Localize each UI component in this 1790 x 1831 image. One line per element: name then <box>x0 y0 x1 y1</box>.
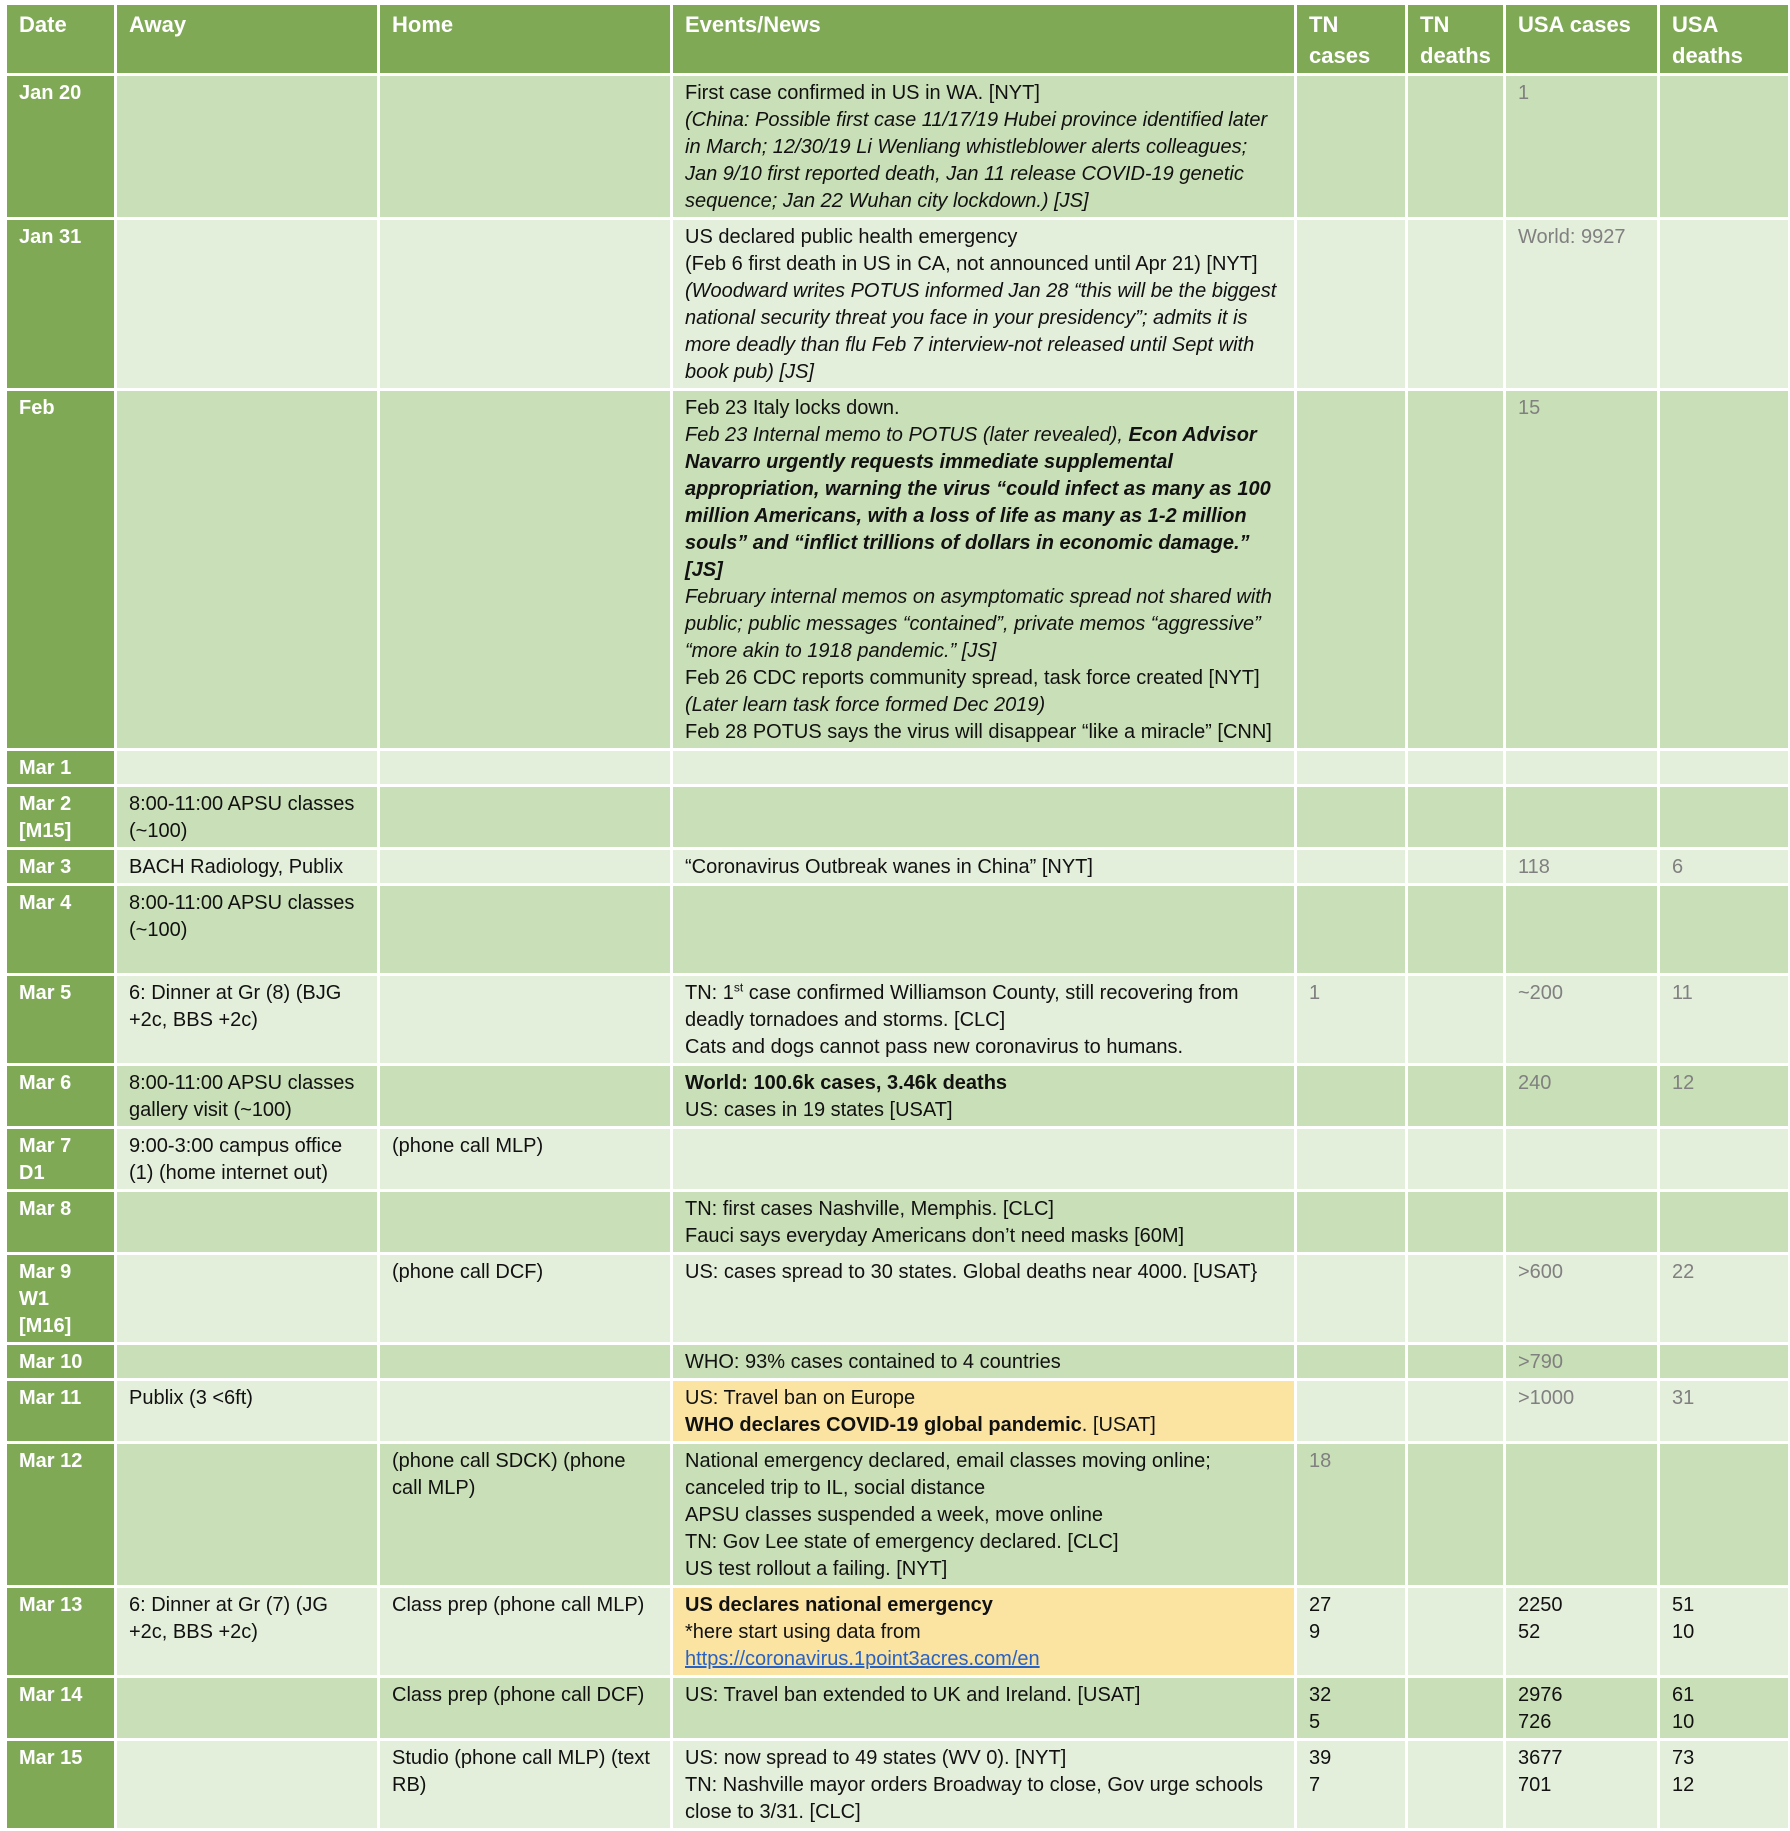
tn-cases-cell <box>1296 885 1407 975</box>
away-cell: 8:00-11:00 APSU classes (~100) <box>116 885 379 975</box>
number-value: 9 <box>1309 1621 1321 1643</box>
number-value: 1 <box>1309 982 1321 1004</box>
table-body <box>6 75 1790 1830</box>
number-value: 15 <box>1518 397 1541 419</box>
event-line <box>685 251 1282 278</box>
event-line <box>685 719 1282 746</box>
away-cell <box>116 219 379 390</box>
table-row <box>6 219 1790 390</box>
header-home: Home <box>379 4 672 75</box>
event-text: US: now spread to 49 states (WV 0). [NYT] <box>685 1747 1067 1769</box>
usa-deaths-cell <box>1659 849 1790 885</box>
header-events-news: Events/News <box>672 4 1296 75</box>
date-cell: Mar 14 <box>6 1677 116 1740</box>
number-value: 726 <box>1518 1711 1552 1733</box>
tn-cases-cell <box>1296 1344 1407 1380</box>
tn-cases-cell <box>1296 750 1407 786</box>
away-cell <box>116 1191 379 1254</box>
table-row <box>6 849 1790 885</box>
tn-deaths-cell <box>1407 75 1505 219</box>
usa-cases-cell <box>1505 1740 1659 1830</box>
event-text: US: cases in 19 states [USAT] <box>685 1099 953 1121</box>
events-cell <box>672 1740 1296 1830</box>
event-text: TN: Gov Lee state of emergency declared. [CLC] <box>685 1531 1119 1553</box>
table-row <box>6 1677 1790 1740</box>
event-line <box>685 1448 1282 1502</box>
event-line <box>685 1502 1282 1529</box>
away-cell <box>116 390 379 750</box>
tn-cases-cell <box>1296 849 1407 885</box>
tn-deaths-cell <box>1407 750 1505 786</box>
home-cell: Class prep (phone call DCF) <box>379 1677 672 1740</box>
data-source-link[interactable]: https://coronavirus.1point3acres.com/en <box>685 1648 1040 1670</box>
table-row <box>6 750 1790 786</box>
usa-deaths-cell <box>1659 1740 1790 1830</box>
event-text: (China: Possible first case 11/17/19 Hubei province identified later in March; 12/30/19 Li Wenliang whistleblower alerts colleagues; Jan 9/10 first reported death, Jan 11 release COVID-19 genetic sequence; Jan 22 Wuhan city lockdown.) [JS] <box>685 109 1268 212</box>
event-line <box>685 80 1282 107</box>
event-text: TN: first cases Nashville, Memphis. [CLC] <box>685 1198 1054 1220</box>
home-cell: Class prep (phone call MLP) <box>379 1587 672 1677</box>
usa-cases-cell <box>1505 975 1659 1065</box>
usa-cases-cell <box>1505 1677 1659 1740</box>
tn-deaths-cell <box>1407 786 1505 849</box>
event-text: APSU classes suspended a week, move online <box>685 1504 1104 1526</box>
usa-cases-cell <box>1505 885 1659 975</box>
number-value: 27 <box>1309 1594 1332 1616</box>
event-text: WHO: 93% cases contained to 4 countries <box>685 1351 1061 1373</box>
number-value: 240 <box>1518 1072 1552 1094</box>
usa-cases-cell <box>1505 390 1659 750</box>
event-text: *here start using data from <box>685 1621 921 1643</box>
tn-deaths-cell <box>1407 975 1505 1065</box>
ordinal-suffix: st <box>733 980 744 995</box>
events-cell <box>672 1443 1296 1587</box>
table-row <box>6 1254 1790 1344</box>
usa-cases-cell <box>1505 1344 1659 1380</box>
header-usa-cases: USA cases <box>1505 4 1659 75</box>
away-cell <box>116 75 379 219</box>
header-usa-deaths: USA deaths <box>1659 4 1790 75</box>
tn-deaths-cell <box>1407 1191 1505 1254</box>
usa-deaths-cell <box>1659 1443 1790 1587</box>
tn-cases-cell <box>1296 219 1407 390</box>
usa-deaths-cell <box>1659 1380 1790 1443</box>
number-value: 5 <box>1309 1711 1321 1733</box>
event-line <box>685 1556 1282 1583</box>
number-value: ~200 <box>1518 982 1564 1004</box>
tn-deaths-cell <box>1407 1065 1505 1128</box>
event-text: US declared public health emergency <box>685 226 1018 248</box>
home-cell <box>379 786 672 849</box>
away-cell <box>116 1443 379 1587</box>
events-cell <box>672 390 1296 750</box>
usa-cases-cell <box>1505 1443 1659 1587</box>
home-cell <box>379 1191 672 1254</box>
home-cell <box>379 1344 672 1380</box>
home-cell: (phone call SDCK) (phone call MLP) <box>379 1443 672 1587</box>
number-value: World: 9927 <box>1518 226 1626 248</box>
event-text: case confirmed Williamson County, still recovering from deadly tornadoes and storms. [CLC] <box>685 982 1239 1031</box>
usa-deaths-cell <box>1659 1344 1790 1380</box>
number-value: 118 <box>1518 856 1550 878</box>
away-cell: 6: Dinner at Gr (8) (BJG +2c, BBS +2c) <box>116 975 379 1065</box>
usa-deaths-cell <box>1659 1587 1790 1677</box>
event-text: TN: 1 <box>685 982 734 1004</box>
events-cell <box>672 786 1296 849</box>
tn-deaths-cell <box>1407 219 1505 390</box>
event-text: WHO declares COVID-19 global pandemic <box>685 1414 1082 1436</box>
event-line <box>685 1619 1282 1646</box>
date-cell: Mar 7 D1 <box>6 1128 116 1191</box>
number-value: >1000 <box>1518 1387 1575 1409</box>
event-line <box>685 107 1282 215</box>
usa-deaths-cell <box>1659 1677 1790 1740</box>
event-line <box>685 1745 1282 1772</box>
event-line <box>685 1070 1282 1097</box>
usa-cases-cell <box>1505 1191 1659 1254</box>
tn-deaths-cell <box>1407 1128 1505 1191</box>
number-value: 10 <box>1672 1621 1695 1643</box>
tn-cases-cell <box>1296 1677 1407 1740</box>
date-cell: Mar 9 W1 [M16] <box>6 1254 116 1344</box>
number-value: 2250 <box>1518 1594 1563 1616</box>
home-cell <box>379 1065 672 1128</box>
away-cell <box>116 1677 379 1740</box>
number-value: 31 <box>1672 1387 1695 1409</box>
date-cell: Mar 4 <box>6 885 116 975</box>
usa-cases-cell <box>1505 849 1659 885</box>
away-cell <box>116 1254 379 1344</box>
number-value: 12 <box>1672 1774 1695 1796</box>
events-cell <box>672 1254 1296 1344</box>
event-text-emphasis: Econ Advisor Navarro urgently requests immediate supplemental appropriation, warning the virus “could infect as many as 100 million Americans, with a loss of life as many as 1-2 million souls” and “inflict trillions of dollars in economic damage.” [JS] <box>685 424 1271 581</box>
usa-deaths-cell <box>1659 786 1790 849</box>
header-away: Away <box>116 4 379 75</box>
event-line <box>685 1034 1282 1061</box>
usa-deaths-cell <box>1659 1065 1790 1128</box>
number-value: 18 <box>1309 1450 1332 1472</box>
tn-cases-cell <box>1296 75 1407 219</box>
table-row <box>6 75 1790 219</box>
usa-deaths-cell <box>1659 1191 1790 1254</box>
date-cell: Mar 1 <box>6 750 116 786</box>
number-value: 52 <box>1518 1621 1541 1643</box>
header-tn-deaths: TN deaths <box>1407 4 1505 75</box>
date-cell: Jan 31 <box>6 219 116 390</box>
event-text: Cats and dogs cannot pass new coronavirus to humans. <box>685 1036 1184 1058</box>
home-cell <box>379 390 672 750</box>
event-text: TN: Nashville mayor orders Broadway to close, Gov urge schools close to 3/31. [CLC] <box>685 1774 1264 1823</box>
event-text: (Later learn task force formed Dec 2019) <box>685 694 1046 716</box>
tn-deaths-cell <box>1407 1587 1505 1677</box>
tn-deaths-cell <box>1407 1443 1505 1587</box>
home-cell: (phone call MLP) <box>379 1128 672 1191</box>
table-row <box>6 786 1790 849</box>
event-line <box>685 224 1282 251</box>
event-line <box>685 278 1282 386</box>
event-text: “Coronavirus Outbreak wanes in China” [NYT] <box>685 856 1093 878</box>
event-line <box>685 1412 1282 1439</box>
number-value: 7 <box>1309 1774 1321 1796</box>
usa-cases-cell <box>1505 1254 1659 1344</box>
table-row <box>6 1128 1790 1191</box>
number-value: 51 <box>1672 1594 1695 1616</box>
home-cell <box>379 849 672 885</box>
event-text: US: Travel ban extended to UK and Ireland. [USAT] <box>685 1684 1141 1706</box>
date-cell: Mar 15 <box>6 1740 116 1830</box>
number-value: 61 <box>1672 1684 1695 1706</box>
usa-cases-cell <box>1505 1065 1659 1128</box>
away-cell: 8:00-11:00 APSU classes gallery visit (~100) <box>116 1065 379 1128</box>
event-text: Feb 23 Internal memo to POTUS (later revealed), <box>685 424 1129 446</box>
tn-deaths-cell <box>1407 1254 1505 1344</box>
event-text: US: cases spread to 30 states. Global deaths near 4000. [USAT} <box>685 1261 1258 1283</box>
home-cell <box>379 750 672 786</box>
away-cell: BACH Radiology, Publix <box>116 849 379 885</box>
date-cell: Mar 6 <box>6 1065 116 1128</box>
tn-deaths-cell <box>1407 390 1505 750</box>
event-line <box>685 1349 1282 1376</box>
date-cell: Mar 13 <box>6 1587 116 1677</box>
event-text: (Feb 6 first death in US in CA, not announced until Apr 21) [NYT] <box>685 253 1258 275</box>
events-cell <box>672 219 1296 390</box>
date-cell: Feb <box>6 390 116 750</box>
away-cell <box>116 1740 379 1830</box>
usa-deaths-cell <box>1659 390 1790 750</box>
event-line <box>685 422 1282 584</box>
event-text: Feb 26 CDC reports community spread, task force created [NYT] <box>685 667 1260 689</box>
header-tn-cases: TN cases <box>1296 4 1407 75</box>
usa-deaths-cell <box>1659 219 1790 390</box>
covid-timeline-table <box>4 2 1790 1831</box>
events-cell <box>672 1191 1296 1254</box>
table-row <box>6 1587 1790 1677</box>
event-text: US: Travel ban on Europe <box>685 1387 916 1409</box>
tn-deaths-cell <box>1407 885 1505 975</box>
event-text: US test rollout a failing. [NYT] <box>685 1558 948 1580</box>
number-value: 3677 <box>1518 1747 1563 1769</box>
events-cell <box>672 1065 1296 1128</box>
date-cell: Mar 12 <box>6 1443 116 1587</box>
usa-cases-cell <box>1505 75 1659 219</box>
usa-deaths-cell <box>1659 750 1790 786</box>
date-cell: Mar 3 <box>6 849 116 885</box>
event-line <box>685 1097 1282 1124</box>
events-cell <box>672 975 1296 1065</box>
tn-deaths-cell <box>1407 1740 1505 1830</box>
number-value: 10 <box>1672 1711 1695 1733</box>
date-cell: Mar 11 <box>6 1380 116 1443</box>
table-row <box>6 1740 1790 1830</box>
usa-deaths-cell <box>1659 885 1790 975</box>
events-cell <box>672 1677 1296 1740</box>
event-line <box>685 980 1282 1034</box>
number-value: 22 <box>1672 1261 1695 1283</box>
usa-cases-cell <box>1505 1380 1659 1443</box>
away-cell: 9:00-3:00 campus office (1) (home internet out) <box>116 1128 379 1191</box>
event-text: (Woodward writes POTUS informed Jan 28 “this will be the biggest national security threat you face in your presidency”; admits it is more deadly than flu Feb 7 interview-not released until Sept with book pub) [JS] <box>685 280 1277 383</box>
tn-cases-cell <box>1296 1380 1407 1443</box>
number-value: >600 <box>1518 1261 1564 1283</box>
event-text: Feb 28 POTUS says the virus will disappear “like a miracle” [CNN] <box>685 721 1272 743</box>
tn-cases-cell <box>1296 1740 1407 1830</box>
table-row <box>6 1380 1790 1443</box>
number-value: 1 <box>1518 82 1530 104</box>
home-cell <box>379 75 672 219</box>
table-row <box>6 390 1790 750</box>
date-cell: Jan 20 <box>6 75 116 219</box>
events-cell <box>672 885 1296 975</box>
event-line <box>685 1259 1282 1286</box>
number-value: 701 <box>1518 1774 1552 1796</box>
date-cell: Mar 8 <box>6 1191 116 1254</box>
event-line <box>685 395 1282 422</box>
event-line <box>685 584 1282 665</box>
event-text: National emergency declared, email classes moving online; canceled trip to IL, social distance <box>685 1450 1211 1499</box>
usa-cases-cell <box>1505 219 1659 390</box>
tn-cases-cell <box>1296 390 1407 750</box>
events-cell <box>672 1380 1296 1443</box>
event-text: Fauci says everyday Americans don’t need masks [60M] <box>685 1225 1185 1247</box>
number-value: 6 <box>1672 856 1684 878</box>
number-value: 2976 <box>1518 1684 1563 1706</box>
event-text: World: 100.6k cases, 3.46k deaths <box>685 1072 1008 1094</box>
event-line <box>685 1223 1282 1250</box>
tn-cases-cell <box>1296 1587 1407 1677</box>
event-line <box>685 692 1282 719</box>
home-cell: (phone call DCF) <box>379 1254 672 1344</box>
away-cell: 8:00-11:00 APSU classes (~100) <box>116 786 379 849</box>
tn-deaths-cell <box>1407 1380 1505 1443</box>
tn-cases-cell <box>1296 1254 1407 1344</box>
date-cell: Mar 10 <box>6 1344 116 1380</box>
tn-cases-cell <box>1296 786 1407 849</box>
tn-cases-cell <box>1296 975 1407 1065</box>
tn-cases-cell <box>1296 1065 1407 1128</box>
event-text: Feb 23 Italy locks down. <box>685 397 900 419</box>
usa-cases-cell <box>1505 786 1659 849</box>
table-row <box>6 1065 1790 1128</box>
tn-cases-cell <box>1296 1191 1407 1254</box>
table-row <box>6 1191 1790 1254</box>
usa-deaths-cell <box>1659 975 1790 1065</box>
table-row <box>6 1344 1790 1380</box>
event-line <box>685 1682 1282 1709</box>
event-text: . [USAT] <box>1081 1414 1156 1436</box>
away-cell <box>116 1344 379 1380</box>
home-cell: Studio (phone call MLP) (text RB) <box>379 1740 672 1830</box>
tn-deaths-cell <box>1407 1677 1505 1740</box>
date-cell: Mar 2 [M15] <box>6 786 116 849</box>
events-cell <box>672 1344 1296 1380</box>
number-value: 39 <box>1309 1747 1332 1769</box>
usa-deaths-cell <box>1659 1128 1790 1191</box>
usa-cases-cell <box>1505 1587 1659 1677</box>
event-line <box>685 1772 1282 1826</box>
event-text: First case confirmed in US in WA. [NYT] <box>685 82 1040 104</box>
home-cell <box>379 885 672 975</box>
tn-cases-cell <box>1296 1443 1407 1587</box>
number-value: 73 <box>1672 1747 1695 1769</box>
usa-cases-cell <box>1505 750 1659 786</box>
event-line <box>685 1592 1282 1619</box>
number-value: 12 <box>1672 1072 1695 1094</box>
number-value: 11 <box>1672 982 1693 1004</box>
tn-deaths-cell <box>1407 1344 1505 1380</box>
event-text: February internal memos on asymptomatic spread not shared with public; public messages “contained”, private memos “aggressive” “more akin to 1918 pandemic.” [JS] <box>685 586 1272 662</box>
events-cell <box>672 849 1296 885</box>
events-cell <box>672 1587 1296 1677</box>
table-row <box>6 885 1790 975</box>
event-line <box>685 1529 1282 1556</box>
tn-cases-cell <box>1296 1128 1407 1191</box>
events-cell <box>672 750 1296 786</box>
usa-deaths-cell <box>1659 75 1790 219</box>
event-line <box>685 854 1282 881</box>
table-row <box>6 1443 1790 1587</box>
date-cell: Mar 5 <box>6 975 116 1065</box>
header-date: Date <box>6 4 116 75</box>
number-value: >790 <box>1518 1351 1564 1373</box>
event-line <box>685 1196 1282 1223</box>
home-cell <box>379 975 672 1065</box>
away-cell: Publix (3 <6ft) <box>116 1380 379 1443</box>
event-line[interactable] <box>685 1646 1282 1673</box>
usa-cases-cell <box>1505 1128 1659 1191</box>
home-cell <box>379 219 672 390</box>
usa-deaths-cell <box>1659 1254 1790 1344</box>
event-line <box>685 1385 1282 1412</box>
timeline-document <box>4 2 1788 1831</box>
home-cell <box>379 1380 672 1443</box>
event-line <box>685 665 1282 692</box>
events-cell <box>672 1128 1296 1191</box>
away-cell: 6: Dinner at Gr (7) (JG +2c, BBS +2c) <box>116 1587 379 1677</box>
number-value: 32 <box>1309 1684 1332 1706</box>
events-cell <box>672 75 1296 219</box>
away-cell <box>116 750 379 786</box>
header-row <box>6 4 1790 75</box>
event-text: US declares national emergency <box>685 1594 993 1616</box>
table-row <box>6 975 1790 1065</box>
tn-deaths-cell <box>1407 849 1505 885</box>
